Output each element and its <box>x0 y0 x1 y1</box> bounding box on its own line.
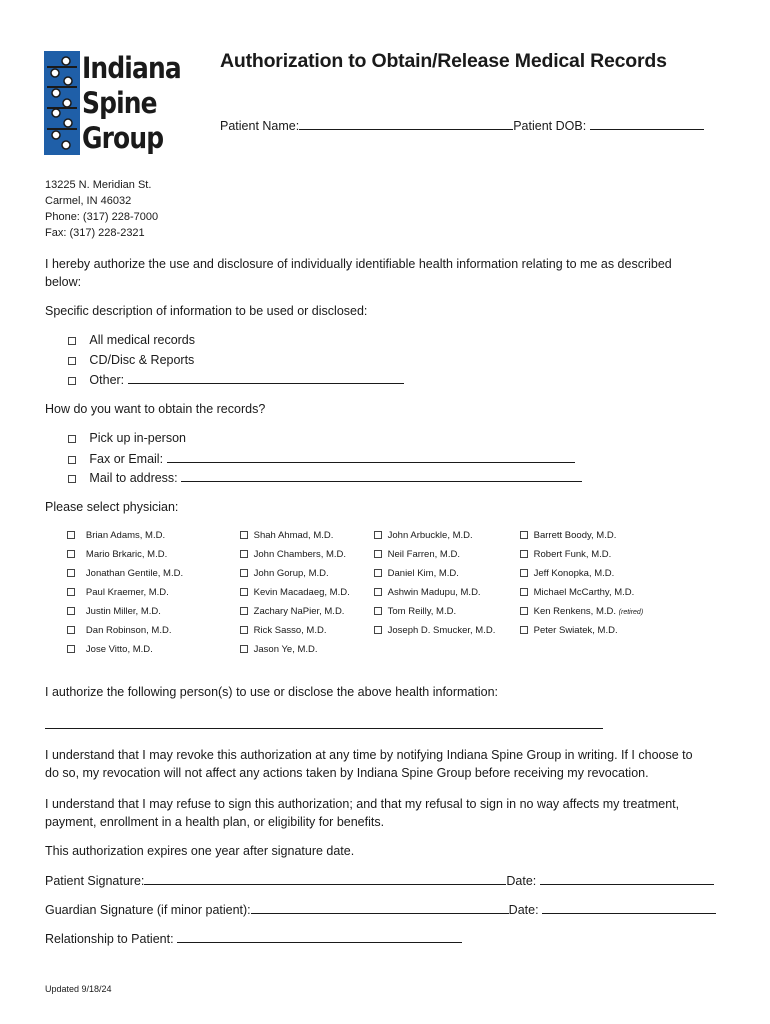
checkbox-fax-email[interactable] <box>68 456 76 464</box>
physician-name: Kevin Macadaeg, M.D. <box>253 587 350 598</box>
guardian-signature-row <box>45 900 716 919</box>
physician-option[interactable] <box>374 625 495 636</box>
physician-option[interactable] <box>67 606 161 617</box>
physician-name: John Gorup, M.D. <box>253 568 329 579</box>
physician-name: Brian Adams, M.D. <box>85 530 166 541</box>
guardian-date-label: Date: <box>508 903 539 917</box>
physician-name: Michael McCarthy, M.D. <box>533 587 635 598</box>
guardian-signature-label: Guardian Signature (if minor patient): <box>45 903 251 917</box>
option-mail-label: Mail to address: <box>89 471 178 485</box>
physician-option[interactable] <box>374 606 456 617</box>
logo-word-spine: Spine <box>82 86 157 120</box>
intro-line-2: below: <box>45 275 82 289</box>
physician-option[interactable] <box>240 530 333 541</box>
physician-option[interactable] <box>374 530 473 541</box>
checkbox[interactable] <box>67 588 75 596</box>
patient-date-label: Date: <box>506 874 537 888</box>
physician-name: Joseph D. Smucker, M.D. <box>387 625 496 636</box>
physician-option[interactable] <box>240 606 344 617</box>
checkbox-pickup[interactable] <box>68 435 76 443</box>
checkbox[interactable] <box>520 569 528 577</box>
physician-option[interactable] <box>520 568 614 579</box>
patient-date-field[interactable] <box>540 871 714 885</box>
physician-name: Jose Vitto, M.D. <box>85 644 153 655</box>
physician-name: Rick Sasso, M.D. <box>253 625 327 636</box>
option-cd-disc[interactable] <box>68 351 194 369</box>
address-street: 13225 N. Meridian St. <box>45 179 152 191</box>
checkbox[interactable] <box>240 531 248 539</box>
relationship-field[interactable] <box>177 929 462 943</box>
checkbox[interactable] <box>374 550 382 558</box>
revoke-line-1: I understand that I may revoke this authorization at any time by notifying Indiana Spine Group in writing. If I choose to <box>45 748 693 762</box>
form-title: Authorization to Obtain/Release Medical Records <box>220 50 667 72</box>
authorize-persons-label: I authorize the following person(s) to use or disclose the above health information: <box>45 685 499 699</box>
checkbox[interactable] <box>240 550 248 558</box>
refuse-paragraph <box>45 795 679 831</box>
option-mail[interactable] <box>68 468 582 487</box>
option-fax-email[interactable] <box>68 449 575 468</box>
option-cd-disc-label: CD/Disc & Reports <box>89 353 195 367</box>
physician-name: Peter Swiatek, M.D. <box>533 625 618 636</box>
spine-logo-icon <box>44 51 80 155</box>
checkbox[interactable] <box>374 607 382 615</box>
physician-name: Jason Ye, M.D. <box>253 644 318 655</box>
physician-name: Paul Kraemer, M.D. <box>85 587 169 598</box>
option-pickup[interactable] <box>68 429 186 447</box>
physician-option[interactable] <box>520 606 643 617</box>
other-field[interactable] <box>128 370 404 384</box>
mail-address-field[interactable] <box>181 468 582 482</box>
fax-email-field[interactable] <box>167 449 575 463</box>
physician-option[interactable] <box>240 587 350 598</box>
physician-option[interactable] <box>67 568 183 579</box>
revoke-line-2: do so, my revocation will not affect any actions taken by Indiana Spine Group before receiving my revocation. <box>45 766 649 780</box>
physician-name: Jonathan Gentile, M.D. <box>85 568 184 579</box>
physician-option[interactable] <box>67 549 167 560</box>
checkbox[interactable] <box>67 626 75 634</box>
checkbox[interactable] <box>67 569 75 577</box>
physician-name: Jeff Konopka, M.D. <box>533 568 615 579</box>
option-all-records[interactable] <box>68 331 195 349</box>
physician-option[interactable] <box>520 625 618 636</box>
physician-option[interactable] <box>240 568 329 579</box>
physician-name: Dan Robinson, M.D. <box>85 625 172 636</box>
option-other-label: Other: <box>89 373 125 387</box>
updated-date: Updated 9/18/24 <box>45 984 112 994</box>
physician-option[interactable] <box>240 549 346 560</box>
checkbox[interactable] <box>520 607 528 615</box>
clinic-address <box>45 177 158 241</box>
physician-name: John Arbuckle, M.D. <box>387 530 473 541</box>
physician-name: Justin Miller, M.D. <box>85 606 161 617</box>
checkbox[interactable] <box>374 588 382 596</box>
specific-description-label: Specific description of information to be used or disclosed: <box>45 304 368 318</box>
option-fax-email-label: Fax or Email: <box>89 452 164 466</box>
checkbox[interactable] <box>240 626 248 634</box>
physician-option[interactable] <box>374 549 460 560</box>
physician-name: Mario Brkaric, M.D. <box>85 549 168 560</box>
physician-option[interactable] <box>240 625 327 636</box>
physician-name: Daniel Kim, M.D. <box>387 568 459 579</box>
option-other[interactable] <box>68 370 404 389</box>
authorized-persons-field[interactable] <box>45 728 603 729</box>
patient-dob-label: Patient DOB: <box>513 119 587 133</box>
physician-option[interactable] <box>67 625 171 636</box>
revoke-paragraph <box>45 746 693 782</box>
physician-name: Shah Ahmad, M.D. <box>253 530 334 541</box>
checkbox[interactable] <box>520 626 528 634</box>
checkbox[interactable] <box>240 607 248 615</box>
relationship-label: Relationship to Patient: <box>45 932 174 946</box>
patient-signature-label: Patient Signature: <box>45 874 145 888</box>
logo-word-indiana: Indiana <box>82 51 181 85</box>
guardian-signature-field[interactable] <box>251 900 509 914</box>
address-phone: Phone: (317) 228-7000 <box>45 211 159 223</box>
retired-note: (retired) <box>618 609 644 616</box>
checkbox-mail[interactable] <box>68 475 76 483</box>
physician-name: Robert Funk, M.D. <box>533 549 612 560</box>
refuse-line-2: payment, enrollment in a health plan, or eligibility for benefits. <box>45 815 385 829</box>
checkbox-all-records[interactable] <box>68 337 76 345</box>
logo-word-group: Group <box>82 121 164 155</box>
physician-name: Ken Renkens, M.D. <box>533 606 617 617</box>
indiana-spine-group-logo <box>44 49 194 157</box>
checkbox[interactable] <box>520 531 528 539</box>
physician-name: Tom Reilly, M.D. <box>387 606 457 617</box>
physician-option[interactable] <box>520 587 634 598</box>
intro-line-1: I hereby authorize the use and disclosure of individually identifiable health information relating to me as described <box>45 257 672 271</box>
physician-name: John Chambers, M.D. <box>253 549 347 560</box>
physician-option[interactable] <box>67 644 153 655</box>
physician-name: Ashwin Madupu, M.D. <box>387 587 481 598</box>
address-city: Carmel, IN 46032 <box>45 195 132 207</box>
physician-option[interactable] <box>374 587 481 598</box>
physician-name: Zachary NaPier, M.D. <box>253 606 345 617</box>
obtain-question: How do you want to obtain the records? <box>45 402 266 416</box>
patient-name-field[interactable] <box>299 116 513 130</box>
address-fax: Fax: (317) 228-2321 <box>45 227 145 239</box>
physician-prompt: Please select physician: <box>45 500 179 514</box>
refuse-line-1: I understand that I may refuse to sign this authorization; and that my refusal to sign in no way affects my treatment, <box>45 797 680 811</box>
expires-note: This authorization expires one year after signature date. <box>45 844 355 858</box>
physician-option[interactable] <box>67 587 169 598</box>
physician-option[interactable] <box>374 568 459 579</box>
patient-signature-field[interactable] <box>144 871 506 885</box>
patient-dob-field[interactable] <box>590 116 704 130</box>
patient-name-label: Patient Name: <box>220 119 300 133</box>
checkbox[interactable] <box>67 645 75 653</box>
physician-option[interactable] <box>520 530 616 541</box>
checkbox[interactable] <box>67 531 75 539</box>
patient-signature-row <box>45 871 714 890</box>
patient-info-row <box>220 116 704 135</box>
checkbox[interactable] <box>374 531 382 539</box>
option-all-records-label: All medical records <box>89 333 196 347</box>
physician-name: Neil Farren, M.D. <box>387 549 460 560</box>
checkbox[interactable] <box>67 550 75 558</box>
checkbox-other[interactable] <box>68 377 76 385</box>
checkbox[interactable] <box>374 569 382 577</box>
physician-option[interactable] <box>240 644 318 655</box>
physician-name: Barrett Boody, M.D. <box>533 530 617 541</box>
checkbox[interactable] <box>520 588 528 596</box>
checkbox[interactable] <box>374 626 382 634</box>
checkbox[interactable] <box>240 645 248 653</box>
checkbox-cd-disc[interactable] <box>68 357 76 365</box>
checkbox[interactable] <box>67 607 75 615</box>
physician-option[interactable] <box>520 549 611 560</box>
guardian-date-field[interactable] <box>542 900 716 914</box>
intro-paragraph <box>45 255 672 291</box>
physician-option[interactable] <box>67 530 165 541</box>
checkbox[interactable] <box>520 550 528 558</box>
checkbox[interactable] <box>240 569 248 577</box>
checkbox[interactable] <box>240 588 248 596</box>
relationship-row <box>45 929 462 948</box>
option-pickup-label: Pick up in-person <box>89 431 186 445</box>
